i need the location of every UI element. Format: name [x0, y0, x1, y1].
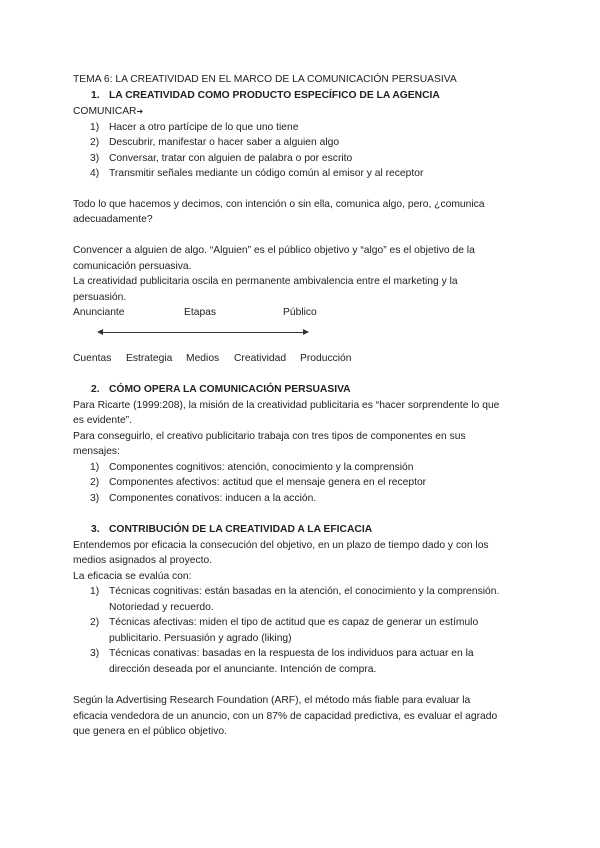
list-item: Descubrir, manifestar o hacer saber a alguien algo — [109, 137, 340, 148]
list-item: Transmitir señales mediante un código común al emisor y al receptor — [109, 168, 424, 179]
list-item-number: 1) — [90, 462, 100, 473]
list-item: Componentes conativos: inducen a la acción. — [109, 493, 317, 504]
diagram-stage-estrategia: Estrategia — [126, 353, 173, 364]
arrow-head-left-icon — [97, 329, 103, 335]
diagram-stage-creatividad: Creatividad — [234, 353, 287, 364]
paragraph-line: eficacia vendedora de un anuncio, con un 87% de capacidad predictiva, es evaluar el agrado — [73, 711, 498, 722]
list-item-number: 2) — [90, 477, 100, 488]
paragraph-line: Para conseguirlo, el creativo publicitario trabaja con tres tipos de componentes en sus — [73, 431, 466, 442]
diagram-label-publico: Público — [283, 307, 317, 318]
paragraph-line: La creatividad publicitaria oscila en permanente ambivalencia entre el marketing y la — [73, 276, 458, 287]
paragraph-line: adecuadamente? — [73, 214, 153, 225]
section-2-heading: CÓMO OPERA LA COMUNICACIÓN PERSUASIVA — [109, 384, 351, 395]
arrow-head-right-icon — [303, 329, 309, 335]
paragraph-line: Todo lo que hacemos y decimos, con intención o sin ella, comunica algo, pero, ¿comunica — [73, 199, 485, 210]
paragraph-line: Para Ricarte (1999:208), la misión de la creatividad publicitaria es “hacer sorprendente lo que — [73, 400, 500, 411]
section-3-number: 3. — [91, 524, 100, 535]
paragraph-line: comunicación persuasiva. — [73, 261, 192, 272]
paragraph-line: que genera en el público objetivo. — [73, 726, 227, 737]
diagram-stage-cuentas: Cuentas — [73, 353, 112, 364]
section-3-heading: CONTRIBUCIÓN DE LA CREATIVIDAD A LA EFICACIA — [109, 524, 373, 535]
comunicar-line — [73, 104, 143, 120]
diagram-stage-medios: Medios — [186, 353, 220, 364]
section-1-number: 1. — [91, 90, 100, 101]
paragraph-line: Según la Advertising Research Foundation (ARF), el método más fiable para evaluar la — [73, 695, 471, 706]
paragraph-line: Convencer a alguien de algo. “Alguien” es el público objetivo y “algo” es el objetivo de la — [73, 245, 475, 256]
list-item-number: 2) — [90, 137, 100, 148]
list-item-number: 1) — [90, 122, 100, 133]
list-item: Componentes afectivos: actitud que el mensaje genera en el receptor — [109, 477, 427, 488]
diagram-arrow-line — [100, 332, 306, 333]
list-item-continuation: publicitario. Persuasión y agrado (liking) — [109, 633, 292, 644]
paragraph-line: La eficacia se evalúa con: — [73, 571, 192, 582]
paragraph-line: Entendemos por eficacia la consecución del objetivo, en un plazo de tiempo dado y con los — [73, 540, 489, 551]
section-2-number: 2. — [91, 384, 100, 395]
list-item: Técnicas afectivas: miden el tipo de actitud que es capaz de generar un estímulo — [109, 617, 479, 628]
list-item-number: 3) — [90, 648, 100, 659]
list-item: Técnicas conativas: basadas en la respuesta de los individuos para actuar en la — [109, 648, 474, 659]
diagram-label-etapas: Etapas — [184, 307, 217, 318]
paragraph-line: persuasión. — [73, 292, 127, 303]
list-item-number: 3) — [90, 153, 100, 164]
diagram-stage-produccion: Producción — [300, 353, 352, 364]
list-item-number: 4) — [90, 168, 100, 179]
paragraph-line: mensajes: — [73, 446, 120, 457]
arrow-right-icon: ➔ — [136, 107, 144, 116]
paragraph-line: medios asignados al proyecto. — [73, 555, 213, 566]
list-item: Técnicas cognitivas: están basadas en la atención, el conocimiento y la comprensión. — [109, 586, 500, 597]
list-item-continuation: dirección deseada por el anunciante. Intención de compra. — [109, 664, 377, 675]
section-1-heading: LA CREATIVIDAD COMO PRODUCTO ESPECÍFICO DE LA AGENCIA — [109, 90, 440, 101]
page-title: TEMA 6: LA CREATIVIDAD EN EL MARCO DE LA COMUNICACIÓN PERSUASIVA — [73, 74, 457, 85]
list-item: Hacer a otro partícipe de lo que uno tiene — [109, 122, 299, 133]
list-item: Componentes cognitivos: atención, conocimiento y la comprensión — [109, 462, 414, 473]
diagram-label-anunciante: Anunciante — [73, 307, 125, 318]
comunicar-label: COMUNICAR — [73, 106, 137, 117]
list-item-number: 1) — [90, 586, 100, 597]
list-item-number: 3) — [90, 493, 100, 504]
paragraph-line: es evidente”. — [73, 415, 132, 426]
list-item-continuation: Notoriedad y recuerdo. — [109, 602, 214, 613]
list-item: Conversar, tratar con alguien de palabra o por escrito — [109, 153, 353, 164]
list-item-number: 2) — [90, 617, 100, 628]
